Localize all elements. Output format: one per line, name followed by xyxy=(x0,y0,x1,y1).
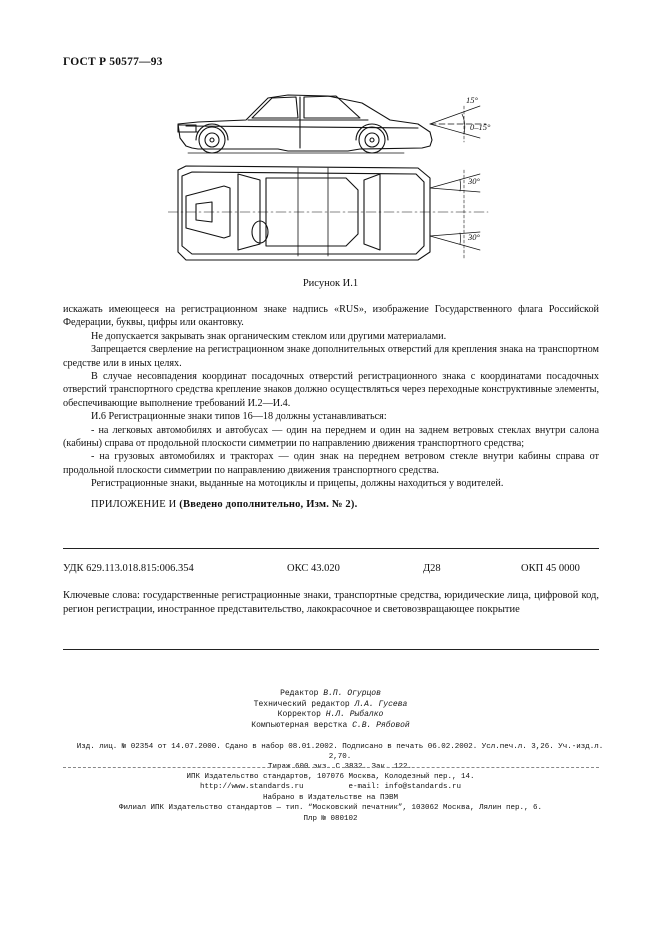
paragraph: Регистрационные знаки, выданные на мотоциклы и прицепы, должны находиться у водителей. xyxy=(91,478,504,490)
figure-car-views xyxy=(168,92,498,274)
credits-block xyxy=(0,689,661,731)
publisher-line: ИПК Издательство стандартов, 107076 Москва, Колодезный пер., 14. xyxy=(186,773,475,781)
figure-caption: Рисунок И.1 xyxy=(302,278,359,289)
angle-label-side-upper: 30° xyxy=(468,176,480,186)
paragraph: - на грузовых автомобилях и тракторах — один знак на переднем ветровом стекле внутри кабины справа от продольной плоскости симметрии по направлению движения транспортного средства. xyxy=(63,451,599,476)
car-top-view xyxy=(168,166,488,260)
divider-bottom xyxy=(63,649,599,650)
udk-code: УДК 629.113.018.815:006.354 xyxy=(63,563,194,574)
appendix-label: ПРИЛОЖЕНИЕ И xyxy=(91,499,177,510)
divider-top xyxy=(63,548,599,549)
publishing-line: Изд. лиц. № 02354 от 14.07.2000. Сдано в набор 08.01.2002. Подписано в печать 06.02.2002. Усл.печ.л. 3,26. Уч.-изд.л. 2,70. xyxy=(76,743,604,761)
paragraph: - на легковых автомобилях и автобусах — один на переднем и один на заднем ветровых стеклах внутри салона (кабины) справа от продольной плоскости симметрии по направлению движения транспортного средства; xyxy=(63,424,599,450)
d-code: Д28 xyxy=(423,563,441,574)
keywords: Ключевые слова: государственные регистрационные знаки, транспортные средства, юридические лица, цифровой код, регион регистрации, иностранное представительство, лакокрасочное и световозвращающее покрытие xyxy=(63,590,599,615)
okp-code: ОКП 45 0000 xyxy=(521,563,580,574)
paragraph: Не допускается закрывать знак органическим стеклом или другими материалами. xyxy=(91,330,447,342)
publisher-line: Набрано в Издательстве на ПЭВМ xyxy=(262,793,399,802)
credit-line: Корректор Н.Л. Рыбалко xyxy=(277,710,384,720)
publisher-line: Плр № 080102 xyxy=(303,814,358,823)
appendix-note xyxy=(91,499,357,510)
car-side-view xyxy=(178,95,486,153)
publisher-line: Филиал ИПК Издательство стандартов — тип. “Московский печатник”, 103062 Москва, Лялин пер., 6. xyxy=(118,804,543,813)
paragraph: Запрещается сверление на регистрационном знаке дополнительных отверстий для крепления знака на транспортном средстве или в иных целях. xyxy=(63,344,599,369)
publishing-line: Тираж 600 экз. С 3832. Зак. 122. xyxy=(267,763,413,771)
credit-line: Компьютерная верстка С.В. Рябовой xyxy=(251,720,410,730)
paragraph: В случае несовпадения координат посадочных отверстий регистрационного знака с координатами посадочных отверстий транспортного средства крепление знаков должно осуществляться через переходные конструктивные элементы, обеспечивающие выполнение требований И.2—И.4. xyxy=(63,371,599,409)
credit-line: Технический редактор Л.А. Гусева xyxy=(253,699,408,709)
angle-label-side-lower: 30° xyxy=(468,232,480,242)
angle-label-range: 0–15° xyxy=(470,122,491,132)
paragraph: искажать имеющееся на регистрационном знаке надпись «RUS», изображение Государственного флага Российской Федерации, буквы, цифры или окантовку. xyxy=(63,304,599,329)
body-text xyxy=(63,303,599,491)
paragraph: И.6 Регистрационные знаки типов 16—18 должны устанавливаться: xyxy=(91,411,387,423)
appendix-amendment: (Введено дополнительно, Изм. № 2). xyxy=(179,499,358,510)
credit-line: Редактор В.П. Огурцов xyxy=(280,689,381,698)
publisher-info xyxy=(0,772,661,824)
publisher-line: http://www.standards.ru e-mail: info@standards.ru xyxy=(199,783,462,792)
document-code: ГОСТ Р 50577—93 xyxy=(63,56,163,68)
angle-label-up: 15° xyxy=(466,95,478,105)
dashed-divider xyxy=(63,767,599,768)
oks-code: ОКС 43.020 xyxy=(287,563,340,574)
